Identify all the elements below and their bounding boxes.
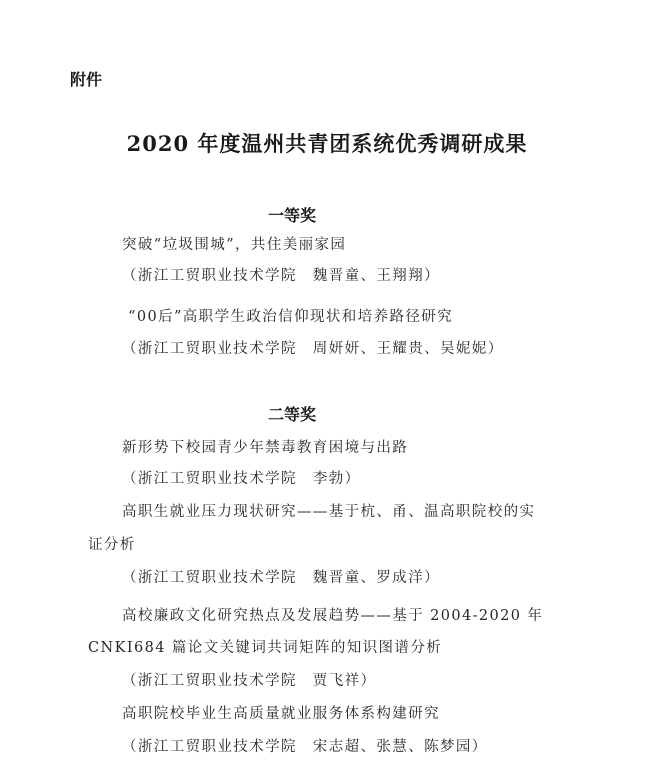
second-prize-4-author: （浙江工贸职业技术学院 宋志超、张慧、陈梦园）	[122, 739, 488, 755]
second-prize-2-title-line1: 高职生就业压力现状研究——基于杭、甬、温高职院校的实	[122, 504, 536, 520]
second-prize-heading: 二等奖	[268, 405, 317, 424]
page-title: 2020 年度温州共青团系统优秀调研成果	[126, 131, 528, 156]
first-prize-1-author: （浙江工贸职业技术学院 魏晋童、王翔翔）	[122, 268, 440, 284]
first-prize-2-title: “00后”高职学生政治信仰现状和培养路径研究	[128, 309, 454, 325]
second-prize-3-title-line2: CNKI684 篇论文关键词共词矩阵的知识图谱分析	[88, 640, 443, 656]
second-prize-2-author: （浙江工贸职业技术学院 魏晋童、罗成洋）	[122, 570, 440, 586]
attachment-label: 附件	[70, 70, 103, 89]
second-prize-1-author: （浙江工贸职业技术学院 李勃）	[122, 471, 361, 487]
second-prize-4-title: 高职院校毕业生高质量就业服务体系构建研究	[122, 706, 440, 722]
first-prize-heading: 一等奖	[268, 206, 317, 225]
first-prize-1-title: 突破“垃圾围城”，共住美丽家园	[122, 237, 347, 253]
second-prize-1-title: 新形势下校园青少年禁毒教育困境与出路	[122, 440, 409, 456]
first-prize-2-author: （浙江工贸职业技术学院 周妍妍、王耀贵、吴妮妮）	[122, 341, 504, 357]
second-prize-3-title-line1: 高校廉政文化研究热点及发展趋势——基于 2004-2020 年	[122, 608, 544, 624]
second-prize-2-title-line2: 证分析	[88, 537, 136, 553]
second-prize-3-author: （浙江工贸职业技术学院 贾飞祥）	[122, 673, 377, 689]
